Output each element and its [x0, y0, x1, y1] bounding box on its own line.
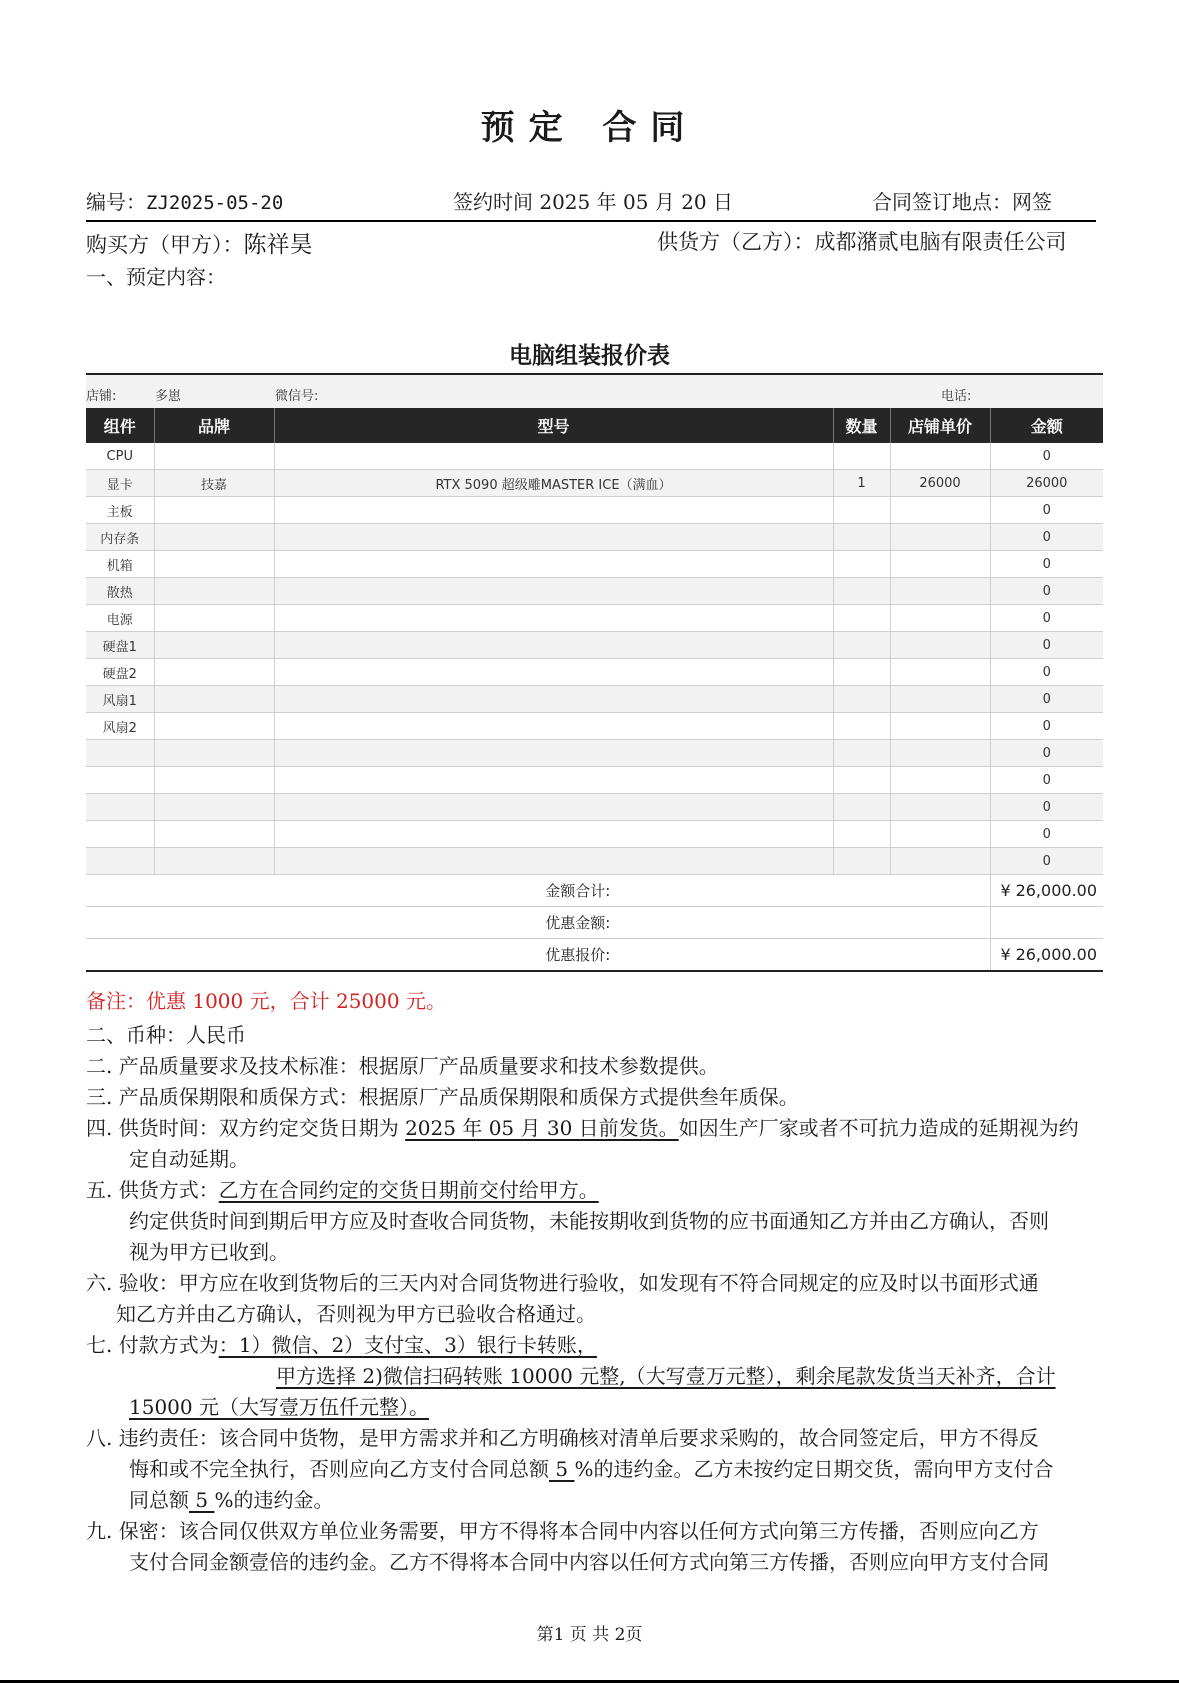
cell-brand — [154, 821, 274, 848]
sign-place: 合同签订地点：网签 — [872, 190, 1052, 214]
clause-text: 悔和或不完全执行，否则应向乙方支付合同总额 — [129, 1457, 549, 1481]
cell-unit-price — [890, 767, 990, 794]
cell-amount: 0 — [990, 740, 1103, 767]
shop-label: 店铺: — [86, 389, 117, 404]
cell-model — [274, 848, 833, 875]
quote-body — [86, 443, 1103, 875]
cell-unit-price — [890, 551, 990, 578]
shop-name: 多崽 — [155, 389, 182, 404]
clause-text: 七. 付款方式为 — [86, 1333, 219, 1357]
cell-quantity — [833, 821, 890, 848]
currency-symbol: ¥ — [1000, 881, 1011, 900]
summary-value — [990, 907, 1103, 939]
cell-amount: 0 — [990, 497, 1103, 524]
table-row — [86, 632, 1103, 659]
cell-brand — [154, 848, 274, 875]
cell-model — [274, 821, 833, 848]
cell-quantity — [833, 551, 890, 578]
cell-amount: 0 — [990, 524, 1103, 551]
contract-number — [86, 186, 283, 215]
cell-quantity — [833, 767, 890, 794]
table-row — [86, 470, 1103, 497]
clause-delivery-method-cont2: 视为甲方已收到。 — [129, 1240, 289, 1264]
clause-text: 如因生产厂家或者不可抗力造成的延期视为约 — [678, 1116, 1079, 1140]
cell-brand — [154, 497, 274, 524]
cell-component: 硬盘2 — [86, 659, 154, 686]
header-divider — [86, 220, 1096, 222]
buyer — [86, 226, 313, 259]
phone-label: 电话: — [941, 389, 972, 404]
cell-unit-price — [890, 578, 990, 605]
cell-unit-price — [890, 821, 990, 848]
table-row — [86, 497, 1103, 524]
clause-delivery-method-cont: 约定供货时间到期后甲方应及时查收合同货物，未能按期收到货物的应书面通知乙方并由乙方确认，否则 — [129, 1209, 1049, 1233]
table-row — [86, 740, 1103, 767]
cell-model — [274, 578, 833, 605]
cell-amount: 0 — [990, 821, 1103, 848]
cell-quantity — [833, 443, 890, 470]
cell-brand — [154, 443, 274, 470]
cell-component — [86, 848, 154, 875]
cell-amount: 0 — [990, 659, 1103, 686]
clause-payment-balance — [86, 1392, 1106, 1423]
summary-label: 优惠金额: — [86, 907, 990, 939]
penalty-percent: 5 — [189, 1488, 215, 1512]
cell-quantity — [833, 605, 890, 632]
clause-text: 四. 供货时间：双方约定交货日期为 — [86, 1116, 406, 1140]
table-row — [86, 578, 1103, 605]
table-row — [86, 848, 1103, 875]
cell-unit-price — [890, 497, 990, 524]
cell-brand — [154, 713, 274, 740]
cell-unit-price — [890, 632, 990, 659]
clause-delivery-method — [86, 1175, 1106, 1206]
cell-model — [274, 551, 833, 578]
buyer-name: 陈祥昊 — [243, 232, 313, 258]
cell-quantity — [833, 659, 890, 686]
supplier-name: 成都潴贰电脑有限责任公司 — [814, 230, 1067, 254]
cell-brand — [154, 632, 274, 659]
cell-model — [274, 497, 833, 524]
clause-text: %的违约金。乙方未按约定日期交货，需向甲方支付合 — [574, 1457, 1054, 1481]
page-number: 第1 页 共 2页 — [536, 1625, 643, 1645]
contract-clauses — [86, 1020, 1106, 1578]
header-component: 组件 — [86, 408, 154, 443]
cell-brand — [154, 767, 274, 794]
summary-amount: 26,000.00 — [1015, 945, 1097, 964]
cell-brand — [154, 605, 274, 632]
header-amount: 金额 — [990, 408, 1103, 443]
header-quantity: 数量 — [833, 408, 890, 443]
penalty-percent: 5 — [549, 1457, 575, 1481]
cell-component — [86, 794, 154, 821]
cell-amount: 0 — [990, 632, 1103, 659]
cell-model — [274, 794, 833, 821]
cell-quantity — [833, 632, 890, 659]
buyer-label: 购买方（甲方）： — [86, 233, 244, 257]
cell-amount: 26000 — [990, 470, 1103, 497]
header-brand: 品牌 — [154, 408, 274, 443]
delivery-method: 乙方在合同约定的交货日期前交付给甲方。 — [218, 1178, 599, 1202]
cell-amount: 0 — [990, 551, 1103, 578]
cell-model — [274, 605, 833, 632]
cell-component — [86, 821, 154, 848]
payment-methods: ：1）微信、2）支付宝、3）银行卡转账， — [218, 1333, 597, 1357]
cell-unit-price — [890, 443, 990, 470]
clause-delivery-time-cont: 定自动延期。 — [129, 1147, 249, 1171]
cell-brand — [154, 551, 274, 578]
clause-liability: 八. 违约责任：该合同中货物，是甲方需求并和乙方明确核对清单后要求采购的，故合同签定后，甲方不得反 — [86, 1426, 1039, 1450]
clause-confidentiality-cont: 支付合同金额壹倍的违约金。乙方不得将本合同中内容以任何方式向第三方传播，否则应向甲方支付合同 — [129, 1550, 1049, 1574]
cell-unit-price — [890, 740, 990, 767]
cell-unit-price — [890, 794, 990, 821]
cell-model: RTX 5090 超级雕MASTER ICE（满血） — [274, 470, 833, 497]
header-model: 型号 — [274, 408, 833, 443]
cell-unit-price — [890, 659, 990, 686]
table-row — [86, 659, 1103, 686]
cell-model — [274, 740, 833, 767]
wechat-label: 微信号: — [275, 389, 319, 404]
summary-value — [990, 939, 1103, 972]
payment-choice: 甲方选择 2)微信扫码转账 10000 元整,（大写壹万元整），剩余尾款发货当天补齐，合计 — [276, 1364, 1056, 1388]
cell-component: 主板 — [86, 497, 154, 524]
supplier-label: 供货方（乙方）： — [657, 230, 815, 254]
cell-component: 硬盘1 — [86, 632, 154, 659]
cell-model — [274, 659, 833, 686]
clause-acceptance-cont: 知乙方并由乙方确认，否则视为甲方已验收合格通过。 — [116, 1302, 596, 1326]
cell-component: 风扇2 — [86, 713, 154, 740]
cell-quantity — [833, 497, 890, 524]
cell-component: 风扇1 — [86, 686, 154, 713]
clause-warranty: 三. 产品质保期限和质保方式：根据原厂产品质保期限和质保方式提供叁年质保。 — [86, 1085, 799, 1109]
payment-balance: 15000 元（大写壹万伍仟元整）。 — [129, 1395, 429, 1419]
cell-amount: 0 — [990, 767, 1103, 794]
cell-model — [274, 443, 833, 470]
remark-note: 备注：优惠 1000 元，合计 25000 元。 — [86, 989, 446, 1013]
summary-row — [86, 939, 1103, 972]
clause-liability-cont2 — [86, 1485, 1106, 1516]
cell-brand — [154, 524, 274, 551]
clause-quality: 二. 产品质量要求及技术标准：根据原厂产品质量要求和技术参数提供。 — [86, 1054, 719, 1078]
cell-component: 机箱 — [86, 551, 154, 578]
contract-number-label: 编号： — [86, 190, 146, 214]
table-row — [86, 551, 1103, 578]
cell-brand — [154, 794, 274, 821]
currency-symbol: ¥ — [1000, 945, 1011, 964]
cell-unit-price — [890, 848, 990, 875]
quote-title: 电脑组装报价表 — [509, 343, 670, 369]
cell-unit-price — [890, 713, 990, 740]
table-row — [86, 686, 1103, 713]
header-unit-price: 店铺单价 — [890, 408, 990, 443]
cell-model — [274, 524, 833, 551]
cell-quantity — [833, 578, 890, 605]
cell-unit-price — [890, 686, 990, 713]
clause-currency: 二、币种：人民币 — [86, 1023, 246, 1047]
summary-row — [86, 875, 1103, 907]
table-row — [86, 524, 1103, 551]
cell-component — [86, 740, 154, 767]
table-row — [86, 767, 1103, 794]
cell-component: CPU — [86, 443, 154, 470]
quote-sheet — [86, 373, 1103, 972]
clause-acceptance: 六. 验收：甲方应在收到货物后的三天内对合同货物进行验收，如发现有不符合同规定的应及时以书面形式通 — [86, 1271, 1039, 1295]
cell-amount: 0 — [990, 443, 1103, 470]
cell-unit-price — [890, 524, 990, 551]
cell-amount: 0 — [990, 578, 1103, 605]
cell-brand: 技嘉 — [154, 470, 274, 497]
quote-table — [86, 408, 1103, 875]
clause-delivery-time — [86, 1113, 1106, 1144]
cell-quantity — [833, 524, 890, 551]
table-row — [86, 794, 1103, 821]
cell-quantity — [833, 713, 890, 740]
cell-amount: 0 — [990, 794, 1103, 821]
cell-quantity — [833, 794, 890, 821]
supplier — [657, 226, 1067, 256]
summary-row — [86, 907, 1103, 939]
summary-table — [86, 875, 1103, 972]
shop-info-row — [86, 373, 1103, 408]
cell-model — [274, 713, 833, 740]
clause-confidentiality: 九. 保密：该合同仅供双方单位业务需要，甲方不得将本合同中内容以任何方式向第三方传播，否则应向乙方 — [86, 1519, 1039, 1543]
table-row — [86, 713, 1103, 740]
sign-time: 签约时间 2025 年 05 月 20 日 — [453, 190, 733, 214]
table-row — [86, 605, 1103, 632]
clause-payment — [86, 1330, 1106, 1361]
cell-component: 散热 — [86, 578, 154, 605]
cell-model — [274, 767, 833, 794]
section-heading-booking-content: 一、预定内容： — [86, 265, 226, 289]
delivery-date: 2025 年 05 月 30 日前发货。 — [405, 1116, 679, 1140]
cell-component: 内存条 — [86, 524, 154, 551]
cell-unit-price — [890, 605, 990, 632]
cell-quantity: 1 — [833, 470, 890, 497]
cell-amount: 0 — [990, 848, 1103, 875]
cell-component: 显卡 — [86, 470, 154, 497]
summary-label: 金额合计: — [86, 875, 990, 907]
cell-unit-price: 26000 — [890, 470, 990, 497]
clause-text: 五. 供货方式： — [86, 1178, 219, 1202]
contract-number-value: ZJ2025-05-20 — [146, 192, 284, 214]
clause-text: %的违约金。 — [214, 1488, 334, 1512]
cell-amount: 0 — [990, 686, 1103, 713]
clause-text: 同总额 — [129, 1488, 189, 1512]
clause-payment-choice — [86, 1361, 1106, 1392]
cell-quantity — [833, 740, 890, 767]
summary-amount: 26,000.00 — [1015, 881, 1097, 900]
cell-component — [86, 767, 154, 794]
cell-amount: 0 — [990, 605, 1103, 632]
cell-brand — [154, 686, 274, 713]
summary-label: 优惠报价: — [86, 939, 990, 972]
summary-value — [990, 875, 1103, 907]
table-row — [86, 443, 1103, 470]
table-row — [86, 821, 1103, 848]
cell-component: 电源 — [86, 605, 154, 632]
cell-model — [274, 632, 833, 659]
quote-header-row — [86, 408, 1103, 443]
cell-model — [274, 686, 833, 713]
clause-liability-cont — [86, 1454, 1106, 1485]
cell-brand — [154, 659, 274, 686]
cell-brand — [154, 740, 274, 767]
cell-brand — [154, 578, 274, 605]
cell-quantity — [833, 686, 890, 713]
cell-quantity — [833, 848, 890, 875]
cell-amount: 0 — [990, 713, 1103, 740]
contract-title: 预定 合同 — [480, 108, 699, 148]
